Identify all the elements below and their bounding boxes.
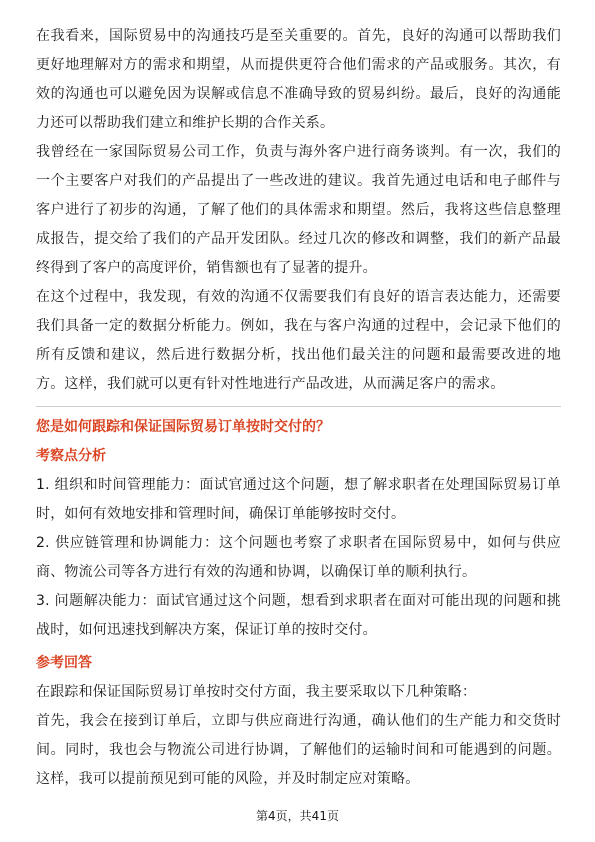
question-title: 您是如何跟踪和保证国际贸易订单按时交付的？	[36, 419, 330, 435]
analysis-item-2: 2. 供应链管理和协调能力：这个问题也考察了求职者在国际贸易中，如何与供应商、物流公司等各方进行有效的沟通和协调，以确保订单的顺利执行。	[36, 535, 561, 580]
analysis-item-3: 3. 问题解决能力：面试官通过这个问题，想看到求职者在面对可能出现的问题和挑战时，如何迅速找到解决方案，保证订单的按时交付。	[36, 593, 561, 638]
analysis-heading: 考察点分析	[36, 448, 106, 464]
section-divider	[36, 406, 561, 407]
reference-heading: 参考回答	[36, 655, 92, 671]
document-body	[36, 22, 561, 794]
intro-paragraph-2: 我曾经在一家国际贸易公司工作，负责与海外客户进行商务谈判。有一次，我们的一个主要客户对我们的产品提出了一些改进的建议。我首先通过电话和电子邮件与客户进行了初步的沟通，了解了他们的具体需求和期望。然后，我将这些信息整理成报告，提交给了我们的产品开发团队。经过几次的修改和调整，我们的新产品最终得到了客户的高度评价，销售额也有了显著的提升。	[36, 144, 561, 276]
page-number-footer: 第4页，共41页	[256, 809, 339, 823]
analysis-item-1: 1. 组织和时间管理能力：面试官通过这个问题，想了解求职者在处理国际贸易订单时，如何有效地安排和管理时间，确保订单能够按时交付。	[36, 477, 561, 522]
intro-paragraph-1: 在我看来，国际贸易中的沟通技巧是至关重要的。首先，良好的沟通可以帮助我们更好地理解对方的需求和期望，从而提供更符合他们需求的产品或服务。其次，有效的沟通也可以避免因为误解或信息不准确导致的贸易纠纷。最后，良好的沟通能力还可以帮助我们建立和维护长期的合作关系。	[36, 28, 561, 131]
intro-paragraph-3: 在这个过程中，我发现，有效的沟通不仅需要我们有良好的语言表达能力，还需要我们具备一定的数据分析能力。例如，我在与客户沟通的过程中，会记录下他们的所有反馈和建议，然后进行数据分析，找出他们最关注的问题和最需要改进的地方。这样，我们就可以更有针对性地进行产品改进，从而满足客户的需求。	[36, 289, 561, 392]
reference-paragraph-1: 在跟踪和保证国际贸易订单按时交付方面，我主要采取以下几种策略：	[36, 684, 477, 700]
reference-paragraph-2: 首先，我会在接到订单后，立即与供应商进行沟通，确认他们的生产能力和交货时间。同时，我也会与物流公司进行协调，了解他们的运输时间和可能遇到的问题。这样，我可以提前预见到可能的风险，并及时制定应对策略。	[36, 713, 561, 787]
